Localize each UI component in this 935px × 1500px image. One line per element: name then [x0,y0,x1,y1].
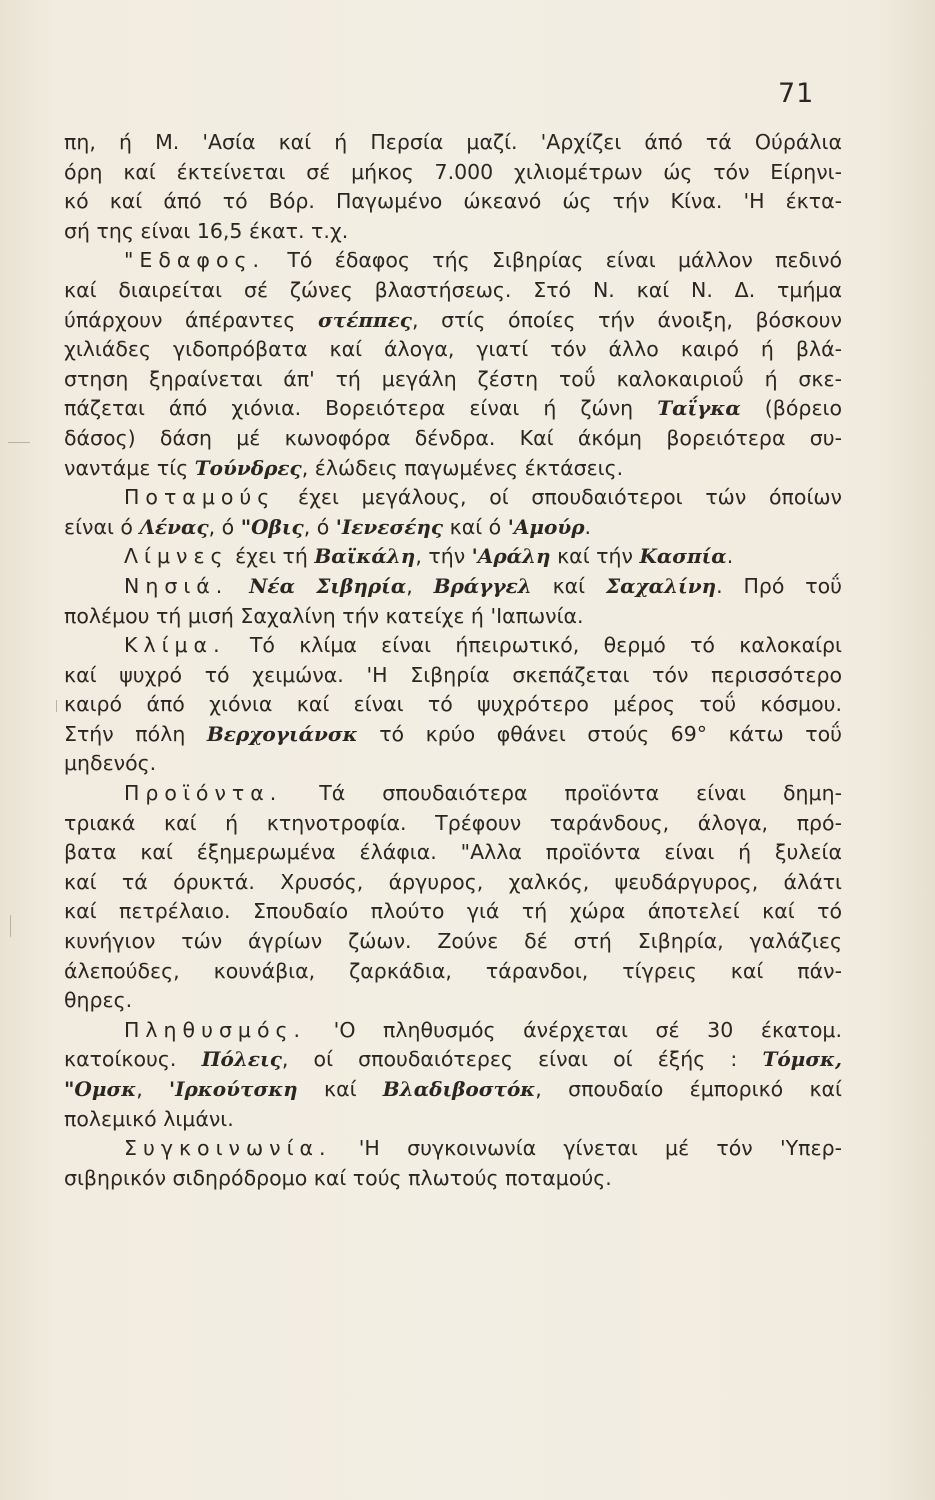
text-run: κυνήγιον τών άγρίων ζώων. Ζούνε δέ στή Σιβηρία, γαλάζιες [64,929,842,954]
text-line [64,749,842,779]
text-line [64,217,842,247]
text-line [64,927,842,957]
text-run: πάζεται άπό χιόνια. Βορειότερα είναι ή ζώνη [64,396,658,421]
text-run: άλεπούδες, κουνάβια, ζαρκάδια, τάρανδοι, τίγρεις καί πάν- [64,958,842,983]
text-run: καιρό άπό χιόνια καί είναι τό ψυχρότερο μέρος τοΰ κόσμου. [64,692,842,717]
text-line [64,986,842,1016]
page-number: 71 [778,78,815,109]
text-line [64,690,842,720]
section-heading: Λίμνες [124,544,229,569]
text-run: σή της είναι 16,5 έκατ. τ.χ. [64,218,349,243]
text-run: κό καί άπό τό Βόρ. Παγωμένο ώκεανό ώς τήν Κίνα. 'Η έκτα- [64,189,842,214]
text-run: μηδενός. [64,751,157,776]
text-run: , σπουδαίο έμπορικό καί [535,1077,842,1101]
italic-term: Βλαδιβοστόκ [382,1077,536,1101]
italic-term: Ταΐγκα [657,396,741,421]
text-line [64,779,842,809]
text-line [64,365,842,395]
italic-term: 'Αμούρ [507,514,585,539]
section-heading: Συγκοινωνία. [124,1136,332,1161]
italic-term: Πόλεις [201,1047,282,1072]
text-run: . [726,544,734,569]
text-line [64,454,842,484]
text-run: Τά σπουδαιότερα προϊόντα είναι δημη- [282,781,842,806]
text-run: καί διαιρείται σέ ζώνες βλαστήσεως. Στό Ν. καί Ν. Δ. τμήμα [64,277,842,302]
text-run: , [406,573,434,598]
text-line [64,661,842,691]
text-run: Τό κλίμα είναι ήπειρωτικό, θερμό τό καλοκαίρι [225,633,842,658]
text-line [64,957,842,987]
text-run: καί [531,573,606,598]
italic-term: 'Ιρκούτσκη [169,1077,298,1101]
text-run: 'Ο πληθυσμός άνέρχεται σέ 30 έκατομ. [306,1017,842,1042]
text-run: . Πρό τοΰ [716,573,842,598]
text-line [64,602,842,632]
italic-term: Τούνδρες [194,455,302,480]
text-run: ύπάρχουν άπέραντες [64,307,318,332]
italic-term: στέππες [318,307,412,332]
text-run: καί τά όρυκτά. Χρυσός, άργυρος, χαλκός, ψευδάργυρος, άλάτι [64,869,842,894]
italic-term: Βράγγελ [433,573,532,598]
text-run: , [136,1077,169,1101]
text-run: Τό έδαφος τής Σιβηρίας είναι μάλλον πεδινό [265,248,842,273]
text-line [64,513,842,543]
section-heading: Προϊόντα. [124,781,283,806]
text-run [228,574,249,598]
italic-term: Σαχαλίνη [605,573,717,598]
text-run: , τήν [415,544,472,569]
text-line [64,809,842,839]
text-line [64,187,842,217]
italic-term: "Ομσκ [64,1077,137,1101]
margin-mark [8,442,30,443]
text-line [64,1075,842,1105]
text-line [64,424,842,454]
text-line [64,483,842,513]
text-run: χιλιάδες γιδοπρόβατα καί άλογα, γιατί τόν άλλο καιρό ή βλά- [64,337,842,362]
text-line [64,868,842,898]
text-line [64,1134,842,1164]
text-run: τριακά καί ή κτηνοτροφία. Τρέφουν ταράνδους, άλογα, πρό- [64,810,842,835]
text-run: όρη καί έκτείνεται σέ μήκος 7.000 χιλιομέτρων ώς τόν Είρηνι- [64,159,842,184]
text-run: . [584,514,592,539]
text-run: 'Η συγκοινωνία γίνεται μέ τόν 'Υπερ- [331,1136,842,1161]
text-line [64,1045,842,1075]
margin-mark [10,915,11,937]
text-run: πη, ή Μ. 'Ασία καί ή Περσία μαζί. 'Αρχίζει άπό τά Ούράλια [64,130,842,154]
text-run: , οί σπουδαιότερες είναι οί έξής : [281,1047,763,1072]
page-body-text [64,128,842,1193]
text-run: καί ό [443,514,508,539]
text-line [64,128,842,158]
text-run: βατα καί έξημερωμένα έλάφια. "Αλλα προϊόντα είναι ή ξυλεία [64,840,842,865]
text-run: κατοίκους. [64,1047,202,1072]
text-run: καί [297,1077,383,1101]
text-run: έχει τή [228,544,315,569]
text-line [64,631,842,661]
section-heading: Νησιά. [124,573,229,598]
text-line [64,276,842,306]
text-run: καί ψυχρό τό χειμώνα. 'Η Σιβηρία σκεπάζεται τόν περισσότερο [64,662,842,687]
text-run: , ό [208,514,241,539]
text-line [64,1164,842,1194]
text-line [64,394,842,424]
section-heading: Πληθυσμός. [124,1017,307,1042]
text-line [64,720,842,750]
italic-term: Βαϊκάλη [314,544,416,569]
italic-term: 'Αράλη [471,544,551,569]
text-line [64,542,842,572]
italic-term: Κασπία [639,544,727,569]
text-run: πολέμου τή μισή Σαχαλίνη τήν κατείχε ή 'Ιαπωνία. [64,603,584,628]
margin-mark [56,700,57,712]
text-line [64,158,842,188]
text-run: , ό [303,514,336,539]
italic-term: Λένας [139,514,209,539]
text-run: πολεμικό λιμάνι. [64,1106,234,1131]
text-run: έχει μεγάλους, οί σπουδαιότεροι τών όποίων [275,485,842,510]
text-run: σιβηρικόν σιδηρόδρομο καί τούς πλωτούς ποταμούς. [64,1165,612,1190]
italic-term: "Οβις [240,514,304,539]
section-heading: Κλίμα. [124,633,226,658]
text-line [64,838,842,868]
text-line [64,897,842,927]
italic-term: Τόμσκ, [762,1047,842,1072]
text-line [64,335,842,365]
text-line [64,1105,842,1135]
text-run: είναι ό [64,514,140,539]
text-run: , έλώδεις παγωμένες έκτάσεις. [301,455,624,480]
text-run: τό κρύο φθάνει στούς 69° κάτω τοΰ [357,721,842,746]
text-line [64,306,842,336]
text-run: Στήν πόλη [64,721,207,746]
italic-term: Νέα Σιβηρία [249,573,407,598]
text-run: θηρες. [64,988,133,1013]
text-line [64,246,842,276]
text-run: καί τήν [550,544,640,569]
text-line [64,572,842,602]
section-heading: Ποταμούς [124,485,276,510]
italic-term: 'Ιενεσέης [335,514,444,539]
text-run: , στίς όποίες τήν άνοιξη, βόσκουν [411,307,842,332]
text-run: (βόρειο [740,396,842,421]
text-run: δάσος) δάση μέ κωνοφόρα δένδρα. Καί άκόμη βορειότερα συ- [64,425,842,450]
italic-term: Βερχογιάνσκ [206,721,358,746]
text-line [64,1016,842,1046]
text-run: ναντάμε τίς [64,455,195,480]
text-run: στηση ξηραίνεται άπ' τή μεγάλη ζέστη τοΰ καλοκαιριοΰ ή σκε- [64,366,842,391]
section-heading: "Εδαφος. [124,248,266,273]
text-run: καί πετρέλαιο. Σπουδαίο πλούτο γιά τή χώρα άποτελεί καί τό [64,899,842,924]
